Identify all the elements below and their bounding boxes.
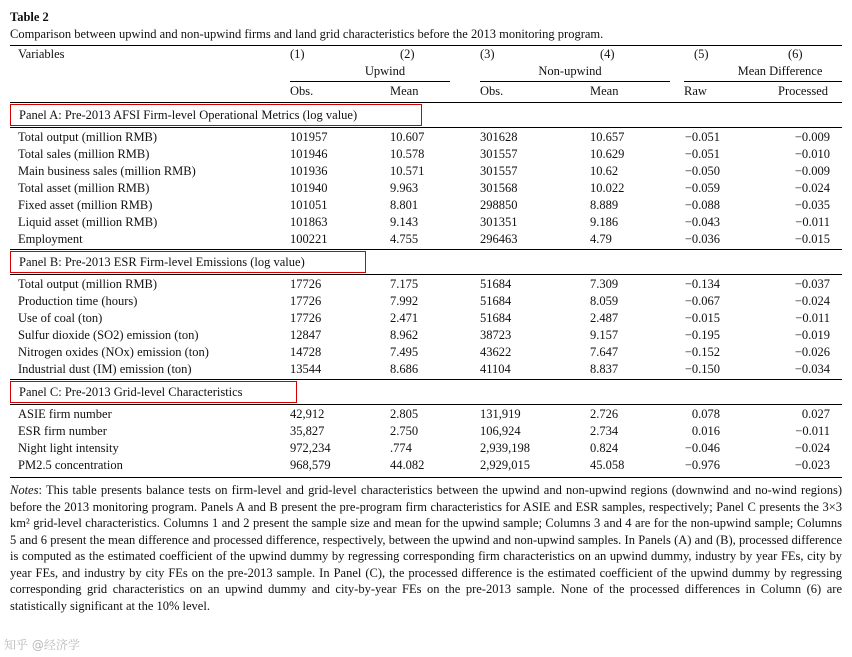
cell-processed-diff: −0.024 — [794, 441, 830, 455]
cell-raw-diff: −0.150 — [684, 362, 720, 376]
cell-obs-nonupwind: 51684 — [480, 277, 512, 291]
table-caption: Comparison between upwind and non-upwind firms and land grid characteristics before the 2013 monitoring program. — [10, 27, 604, 41]
cell-raw-diff: −0.046 — [684, 441, 720, 455]
cell-mean-upwind: 8.686 — [390, 362, 419, 376]
cell-obs-upwind: 968,579 — [290, 458, 331, 472]
table-row — [10, 231, 842, 248]
cell-processed-diff: −0.037 — [794, 277, 830, 291]
cell-processed-diff: −0.009 — [794, 164, 830, 178]
cell-processed-diff: 0.027 — [801, 407, 830, 421]
table-label: Table 2 — [10, 10, 49, 24]
cell-raw-diff: 0.078 — [691, 407, 720, 421]
cell-raw-diff: −0.015 — [684, 311, 720, 325]
header-col-5: (5) — [694, 47, 709, 61]
cell-processed-diff: −0.011 — [795, 424, 830, 438]
cell-mean-nonupwind: 7.309 — [590, 277, 619, 291]
cell-variable: ESR firm number — [18, 424, 107, 438]
cell-obs-nonupwind: 301628 — [480, 130, 518, 144]
watermark: 知乎 @经济学 — [4, 638, 80, 652]
cell-variable: Total asset (million RMB) — [18, 181, 150, 195]
cell-mean-nonupwind: 9.186 — [590, 215, 619, 229]
cell-obs-nonupwind: 301557 — [480, 147, 518, 161]
bottom-rule — [10, 477, 842, 478]
cell-processed-diff: −0.026 — [794, 345, 830, 359]
panel-c-title: Panel C: Pre-2013 Grid-level Characteristics — [10, 381, 297, 403]
cell-obs-nonupwind: 296463 — [480, 232, 518, 246]
cell-obs-upwind: 13544 — [290, 362, 322, 376]
cell-raw-diff: −0.036 — [684, 232, 720, 246]
cell-mean-upwind: 10.607 — [390, 130, 425, 144]
group-rule-upwind — [290, 81, 450, 82]
cell-raw-diff: −0.043 — [684, 215, 720, 229]
cell-mean-upwind: 7.495 — [390, 345, 419, 359]
table-row — [10, 423, 842, 440]
cell-mean-nonupwind: 10.629 — [590, 147, 625, 161]
cell-variable: Liquid asset (million RMB) — [18, 215, 158, 229]
header-col-4: (4) — [600, 47, 615, 61]
cell-obs-nonupwind: 43622 — [480, 345, 512, 359]
table-row — [10, 163, 842, 180]
header-group-upwind: Upwind — [364, 64, 406, 78]
cell-obs-nonupwind: 2,939,198 — [480, 441, 530, 455]
panel-b-header — [10, 250, 842, 274]
cell-obs-nonupwind: 301557 — [480, 164, 518, 178]
table-row — [10, 129, 842, 146]
cell-processed-diff: −0.011 — [795, 215, 830, 229]
cell-mean-nonupwind: 0.824 — [590, 441, 619, 455]
cell-mean-nonupwind: 8.059 — [590, 294, 619, 308]
cell-raw-diff: −0.051 — [684, 130, 720, 144]
header-sub-mean-2: Mean — [590, 84, 619, 98]
cell-mean-nonupwind: 7.647 — [590, 345, 619, 359]
table-row — [10, 344, 842, 361]
cell-obs-upwind: 101946 — [290, 147, 328, 161]
cell-obs-nonupwind: 51684 — [480, 294, 512, 308]
cell-raw-diff: −0.976 — [684, 458, 720, 472]
cell-mean-upwind: 2.805 — [390, 407, 419, 421]
header-col-3: (3) — [480, 47, 495, 61]
group-rule-meandiff — [684, 81, 842, 82]
cell-obs-upwind: 42,912 — [290, 407, 325, 421]
header-row-groups — [10, 63, 842, 80]
cell-mean-upwind: 2.471 — [390, 311, 419, 325]
cell-variable: Employment — [18, 232, 83, 246]
header-row-numbers — [10, 46, 842, 63]
table-row — [10, 180, 842, 197]
cell-variable: Industrial dust (IM) emission (ton) — [18, 362, 192, 376]
cell-processed-diff: −0.034 — [794, 362, 830, 376]
table-row — [10, 214, 842, 231]
cell-variable: Main business sales (million RMB) — [18, 164, 196, 178]
cell-obs-nonupwind: 131,919 — [480, 407, 521, 421]
panel-b-rule — [10, 274, 842, 275]
cell-mean-upwind: 10.578 — [390, 147, 425, 161]
cell-mean-upwind: 8.801 — [390, 198, 419, 212]
cell-mean-nonupwind: 2.726 — [590, 407, 619, 421]
cell-obs-upwind: 101863 — [290, 215, 328, 229]
table-row — [10, 440, 842, 457]
table-row — [10, 457, 842, 474]
notes-text: : This table presents balance tests on firm-level and grid-level characteristics between the upwind and non-upwind regions (downwind and no-wind regions) before the 2013 monitoring program. Panels A and B present the pre-program firm characteristics for ASIE and ESR samples, respectively; Panel C presents the 3×3 km² grid-level characteristics. Columns 1 and 2 present the sample size and mean for the upwind sample; Columns 3 and 4 are for the non-upwind sample; Columns 5 and 6 present the mean difference and processed difference, respectively, between the upwind and non-upwind samples. In Panels (A) and (B), processed difference is computed as the estimated coefficient of the upwind dummy by regressing corresponding firm characteristics on an upwind dummy, industry by year FEs, city by year FEs, and industry by city FEs on the pre-2013 sample. In Panel (C), the processed difference is the estimated coefficient of the upwind dummy by regressing corresponding grid characteristics on an upwind dummy and city-by-year FEs on the pre-2013 sample. None of the processed differences in Column (6) are statistically significant at the 10% level. — [10, 483, 842, 613]
notes-label: Notes — [10, 483, 39, 497]
cell-mean-nonupwind: 10.657 — [590, 130, 625, 144]
cell-processed-diff: −0.023 — [794, 458, 830, 472]
table-row — [10, 293, 842, 310]
cell-raw-diff: 0.016 — [691, 424, 720, 438]
cell-obs-nonupwind: 2,929,015 — [480, 458, 530, 472]
cell-mean-upwind: 7.992 — [390, 294, 419, 308]
cell-mean-upwind: 8.962 — [390, 328, 419, 342]
cell-mean-upwind: 44.082 — [390, 458, 425, 472]
cell-processed-diff: −0.011 — [795, 311, 830, 325]
cell-raw-diff: −0.059 — [684, 181, 720, 195]
cell-obs-upwind: 17726 — [290, 311, 322, 325]
table-row — [10, 327, 842, 344]
cell-obs-nonupwind: 301351 — [480, 215, 518, 229]
cell-processed-diff: −0.009 — [794, 130, 830, 144]
table-row — [10, 276, 842, 293]
cell-processed-diff: −0.019 — [794, 328, 830, 342]
cell-raw-diff: −0.152 — [684, 345, 720, 359]
cell-obs-upwind: 101957 — [290, 130, 328, 144]
cell-variable: Total sales (million RMB) — [18, 147, 150, 161]
cell-mean-upwind: 9.143 — [390, 215, 419, 229]
table-figure — [10, 10, 842, 614]
cell-variable: Sulfur dioxide (SO2) emission (ton) — [18, 328, 199, 342]
cell-variable: Night light intensity — [18, 441, 119, 455]
cell-mean-nonupwind: 2.734 — [590, 424, 619, 438]
cell-mean-nonupwind: 10.62 — [590, 164, 619, 178]
cell-mean-nonupwind: 10.022 — [590, 181, 625, 195]
cell-obs-nonupwind: 298850 — [480, 198, 518, 212]
cell-variable: PM2.5 concentration — [18, 458, 123, 472]
table-notes — [10, 482, 842, 614]
header-sub-raw: Raw — [684, 84, 707, 98]
header-col-1: (1) — [290, 47, 305, 61]
cell-processed-diff: −0.035 — [794, 198, 830, 212]
cell-obs-upwind: 101051 — [290, 198, 328, 212]
table-body — [10, 103, 842, 474]
cell-mean-upwind: .774 — [390, 441, 412, 455]
header-sub-processed: Processed — [778, 84, 828, 98]
cell-mean-nonupwind: 8.889 — [590, 198, 619, 212]
cell-obs-nonupwind: 38723 — [480, 328, 512, 342]
cell-variable: Total output (million RMB) — [18, 130, 158, 144]
panel-a-rule — [10, 127, 842, 128]
cell-raw-diff: −0.088 — [684, 198, 720, 212]
cell-variable: Total output (million RMB) — [18, 277, 158, 291]
cell-obs-upwind: 17726 — [290, 277, 322, 291]
cell-variable: Nitrogen oxides (NOx) emission (ton) — [18, 345, 209, 359]
cell-processed-diff: −0.015 — [794, 232, 830, 246]
cell-processed-diff: −0.024 — [794, 294, 830, 308]
cell-raw-diff: −0.051 — [684, 147, 720, 161]
cell-variable: Fixed asset (million RMB) — [18, 198, 153, 212]
cell-mean-nonupwind: 9.157 — [590, 328, 619, 342]
cell-mean-upwind: 2.750 — [390, 424, 419, 438]
cell-raw-diff: −0.134 — [684, 277, 720, 291]
table-row — [10, 406, 842, 423]
cell-mean-upwind: 9.963 — [390, 181, 419, 195]
header-variables: Variables — [18, 47, 65, 61]
panel-a-header — [10, 103, 842, 127]
cell-variable: ASIE firm number — [18, 407, 112, 421]
table-row — [10, 197, 842, 214]
cell-obs-upwind: 14728 — [290, 345, 322, 359]
cell-mean-upwind: 10.571 — [390, 164, 425, 178]
panel-a-title: Panel A: Pre-2013 AFSI Firm-level Operational Metrics (log value) — [10, 104, 422, 126]
panel-b-title: Panel B: Pre-2013 ESR Firm-level Emissions (log value) — [10, 251, 366, 273]
panel-c-header — [10, 380, 842, 404]
cell-obs-nonupwind: 41104 — [480, 362, 511, 376]
cell-obs-upwind: 35,827 — [290, 424, 325, 438]
table-row — [10, 146, 842, 163]
cell-obs-upwind: 101936 — [290, 164, 328, 178]
cell-mean-nonupwind: 45.058 — [590, 458, 625, 472]
cell-processed-diff: −0.024 — [794, 181, 830, 195]
table-row — [10, 310, 842, 327]
cell-mean-nonupwind: 4.79 — [590, 232, 612, 246]
cell-processed-diff: −0.010 — [794, 147, 830, 161]
group-rule-nonupwind — [480, 81, 670, 82]
cell-raw-diff: −0.195 — [684, 328, 720, 342]
header-sub-obs-1: Obs. — [290, 84, 314, 98]
header-group-meandiff: Mean Difference — [737, 64, 823, 78]
cell-obs-nonupwind: 51684 — [480, 311, 512, 325]
cell-raw-diff: −0.050 — [684, 164, 720, 178]
cell-obs-upwind: 100221 — [290, 232, 328, 246]
cell-obs-upwind: 12847 — [290, 328, 322, 342]
header-col-6: (6) — [788, 47, 803, 61]
cell-variable: Production time (hours) — [18, 294, 138, 308]
cell-mean-nonupwind: 8.837 — [590, 362, 619, 376]
panel-c-rule — [10, 404, 842, 405]
header-sub-mean-1: Mean — [390, 84, 419, 98]
cell-obs-nonupwind: 301568 — [480, 181, 518, 195]
cell-variable: Use of coal (ton) — [18, 311, 103, 325]
cell-obs-upwind: 17726 — [290, 294, 322, 308]
header-sub-obs-2: Obs. — [480, 84, 504, 98]
cell-raw-diff: −0.067 — [684, 294, 720, 308]
cell-obs-upwind: 972,234 — [290, 441, 331, 455]
header-col-2: (2) — [400, 47, 415, 61]
header-row-sub — [10, 83, 842, 100]
cell-mean-upwind: 4.755 — [390, 232, 419, 246]
header-group-nonupwind: Non-upwind — [538, 64, 602, 78]
cell-mean-upwind: 7.175 — [390, 277, 419, 291]
table-row — [10, 361, 842, 378]
cell-obs-nonupwind: 106,924 — [480, 424, 521, 438]
cell-obs-upwind: 101940 — [290, 181, 328, 195]
cell-mean-nonupwind: 2.487 — [590, 311, 619, 325]
